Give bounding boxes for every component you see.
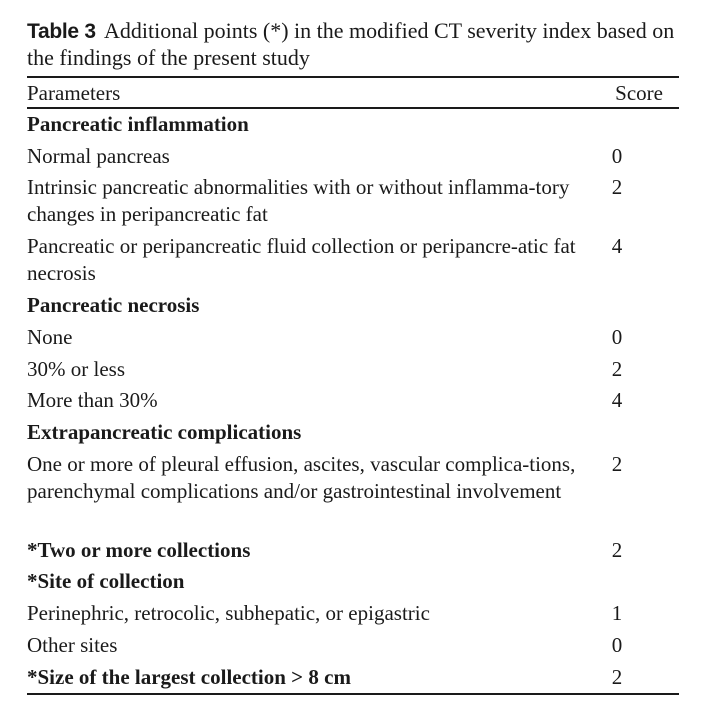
row-score: 4 [611,234,623,258]
row-score: 4 [611,388,623,412]
row-parameter: *Size of the largest collection > 8 cm [27,665,351,689]
row-parameter: Other sites [27,633,118,657]
row-score: 2 [611,175,623,199]
table-caption [27,18,687,71]
row-score: 0 [611,633,623,657]
table-header [27,80,679,106]
table-header-rule [27,107,679,109]
row-parameter: *Two or more collections [27,538,251,562]
table-caption-label: Table 3 [27,20,96,43]
row-parameter: Pancreatic or peripancreatic fluid collection or peripancre-atic fat necrosis [27,234,576,285]
row-score: 2 [611,357,623,381]
row-parameter: None [27,325,73,349]
header-score: Score [615,81,663,105]
section-heading: Pancreatic necrosis [27,293,200,317]
row-score: 2 [611,452,623,476]
row-parameter: More than 30% [27,388,158,412]
row-parameter: Intrinsic pancreatic abnormalities with or without inflamma-tory changes in peripancreatic fat [27,175,570,226]
row-parameter: One or more of pleural effusion, ascites, vascular complica-tions, parenchymal complications and/or gastrointestinal involvement [27,452,576,503]
row-parameter: Normal pancreas [27,144,170,168]
section-heading: *Site of collection [27,569,185,593]
row-score: 0 [611,325,623,349]
table-top-rule [27,76,679,78]
row-score: 2 [611,538,623,562]
table-caption-text: Additional points (*) in the modified CT severity index based on the findings of the present study [27,18,675,70]
header-parameters: Parameters [27,81,121,105]
section-heading: Pancreatic inflammation [27,112,249,136]
table-bottom-rule [27,693,679,695]
row-parameter: 30% or less [27,357,125,381]
row-score: 0 [611,144,623,168]
row-score: 2 [611,665,623,689]
row-parameter: Perinephric, retrocolic, subhepatic, or epigastric [27,601,430,625]
section-heading: Extrapancreatic complications [27,420,302,444]
row-score: 1 [611,601,623,625]
